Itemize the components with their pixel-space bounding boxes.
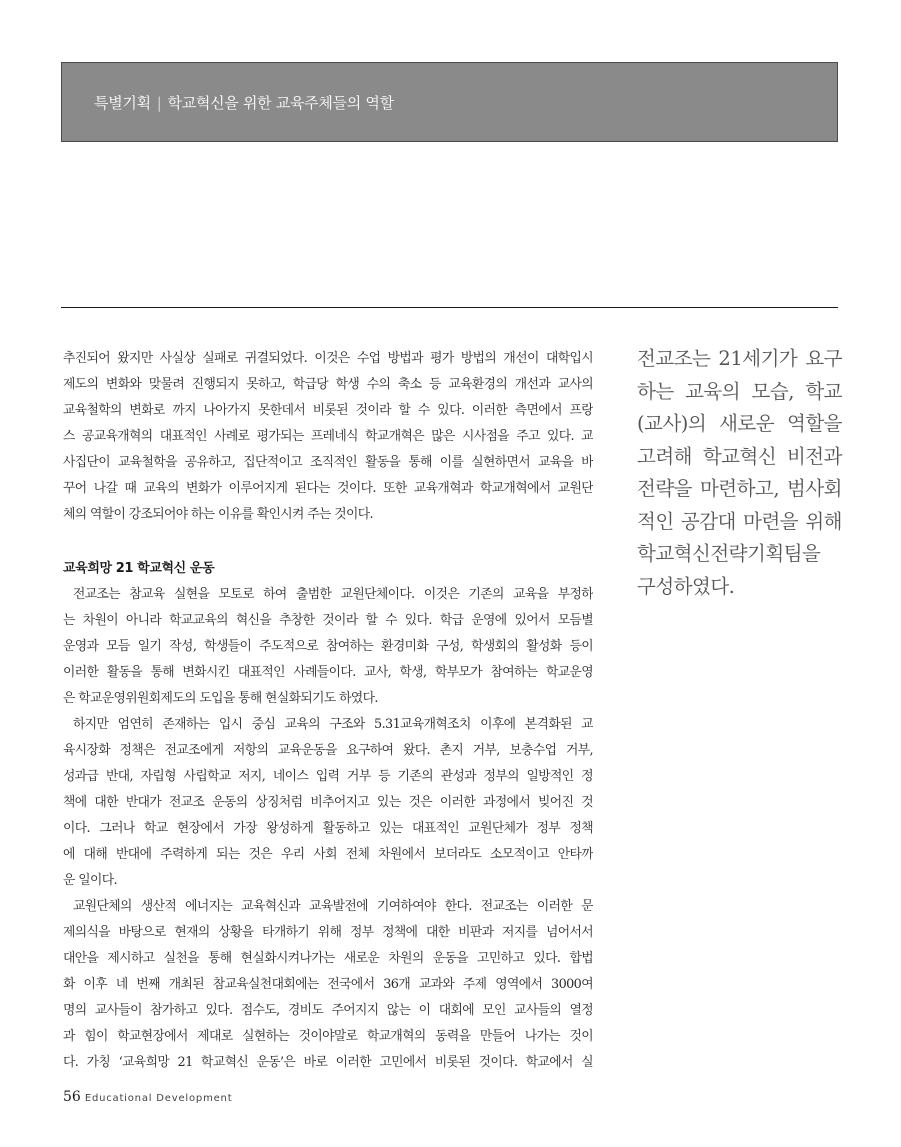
text-line: 제도의 변화와 맞물려 진행되지 못하고, 학급당 학생 수의 축소 등 교육환경의 개선과 교사의 — [63, 377, 593, 392]
pull-quote-line: 고려해 학교혁신 비전과 — [637, 444, 842, 468]
section-header-band — [61, 62, 838, 142]
text-line: 육시장화 정책은 전교조에게 저항의 교육운동을 요구하여 왔다. 촌지 거부, 보충수업 거부, — [63, 743, 593, 758]
paragraph-3 — [63, 894, 593, 1076]
pull-quote-line: 전교조는 21세기가 요구 — [637, 347, 842, 370]
article-body — [63, 346, 593, 1076]
text-line: 성과급 반대, 자립형 사립학교 저지, 네이스 입력 거부 등 기존의 관성과 정부의 일방적인 정 — [63, 769, 593, 784]
pull-quote-line: 적인 공감대 마련을 위해 — [637, 509, 842, 533]
text-line: 운 일이다. — [63, 873, 117, 888]
pull-quote — [637, 343, 842, 603]
pull-quote-line: 하는 교육의 모습, 학교 — [637, 379, 842, 403]
paragraph-2 — [63, 712, 593, 894]
text-line: 운영과 모듬 일기 작성, 학생들이 주도적으로 참여하는 환경미화 구성, 학생회의 활성화 등이 — [63, 639, 593, 654]
page-number: 56 — [63, 1089, 81, 1105]
text-line: 하지만 엄연히 존재하는 입시 중심 교육의 구조와 5.31교육개혁조치 이후에 본격화된 교 — [73, 717, 593, 732]
section-header — [94, 92, 394, 113]
text-line: 는 차원이 아니라 학교교육의 혁신을 추창한 것이라 할 수 있다. 학급 운영에 있어서 모듬별 — [63, 613, 593, 628]
text-line: 대안을 제시하고 실천을 통해 현실화시켜나가는 새로운 차원의 운동을 고민하고 있다. 합법 — [63, 951, 593, 966]
text-line: 교육철학의 변화로 까지 나아가지 못한데서 비롯된 것이라 할 수 있다. 이러한 측면에서 프랑 — [63, 403, 593, 418]
text-line: 에 대해 반대에 주력하게 되는 것은 우리 사회 전체 차원에서 보더라도 소모적이고 안타까 — [63, 847, 593, 862]
text-line: 꾸어 나갈 때 교육의 변화가 이루어지게 된다는 것이다. 또한 교육개혁과 학교개혁에서 교원단 — [63, 481, 593, 496]
section-heading: 교육희망 21 학교혁신 운동 — [63, 561, 215, 576]
pull-quote-line: 구성하였다. — [637, 574, 735, 598]
text-line: 체의 역할이 강조되어야 하는 이유를 확인시켜 주는 것이다. — [63, 507, 374, 522]
text-line: 스 공교육개혁의 대표적인 사례로 평가되는 프레네식 학교개혁은 많은 시사점을 주고 있다. 교 — [63, 429, 593, 444]
text-line: 과 힘이 학교현장에서 제대로 실현하는 것이야말로 학교개혁의 동력을 만들어 나가는 것이 — [63, 1029, 593, 1044]
intro-paragraph — [63, 346, 593, 528]
text-line: 책에 대한 반대가 전교조 운동의 상징처럼 비추어지고 있는 것은 이러한 과정에서 빚어진 것 — [63, 795, 593, 810]
header-separator: | — [156, 94, 162, 112]
page-footer — [63, 1086, 232, 1105]
section-title: 학교혁신을 위한 교육주체들의 역할 — [167, 94, 394, 112]
horizontal-rule — [61, 307, 838, 308]
text-line: 이다. 그러나 학교 현장에서 가장 왕성하게 활동하고 있는 대표적인 교원단체가 정부 정책 — [63, 821, 593, 836]
text-line: 제의식을 바탕으로 현재의 상황을 타개하기 위해 정부 정책에 대한 비판과 저지를 넘어서서 — [63, 925, 593, 940]
section-label: 특별기획 — [94, 94, 151, 112]
text-line: 은 학교운영위원회제도의 도입을 통해 현실화되기도 하였다. — [63, 691, 378, 706]
text-line: 다. 가칭 ‘교육희망 21 학교혁신 운동’은 바로 이러한 고민에서 비롯된 것이다. 학교에서 실 — [63, 1055, 593, 1070]
text-line: 추진되어 왔지만 사실상 실패로 귀결되었다. 이것은 수업 방법과 평가 방법의 개선이 대학입시 — [63, 351, 593, 366]
text-line: 명의 교사들이 참가하고 있다. 점수도, 경비도 주어지지 않는 이 대회에 모인 교사들의 열정 — [63, 1003, 593, 1018]
paragraph-1 — [63, 582, 593, 712]
text-line: 전교조는 참교육 실현을 모토로 하여 출범한 교원단체이다. 이것은 기존의 교육을 부정하 — [73, 587, 593, 602]
pull-quote-line: (교사)의 새로운 역할을 — [637, 412, 842, 435]
pull-quote-line: 학교혁신전략기획팀을 — [637, 542, 821, 565]
text-line: 이러한 활동을 통해 변화시킨 대표적인 사례들이다. 교사, 학생, 학부모가 참여하는 학교운영 — [63, 665, 593, 680]
publication-name: Educational Development — [84, 1093, 233, 1104]
text-line: 화 이후 네 번째 개최된 참교육실천대회에는 전국에서 36개 교과와 주제 영역에서 3000여 — [63, 977, 593, 992]
text-line: 교원단체의 생산적 에너지는 교육혁신과 교육발전에 기여하여야 한다. 전교조는 이러한 문 — [73, 899, 593, 914]
pull-quote-line: 전략을 마련하고, 범사회 — [637, 477, 842, 500]
text-line: 사집단이 교육철학을 공유하고, 집단적이고 조직적인 활동을 통해 이를 실현하면서 교육을 바 — [63, 455, 593, 470]
